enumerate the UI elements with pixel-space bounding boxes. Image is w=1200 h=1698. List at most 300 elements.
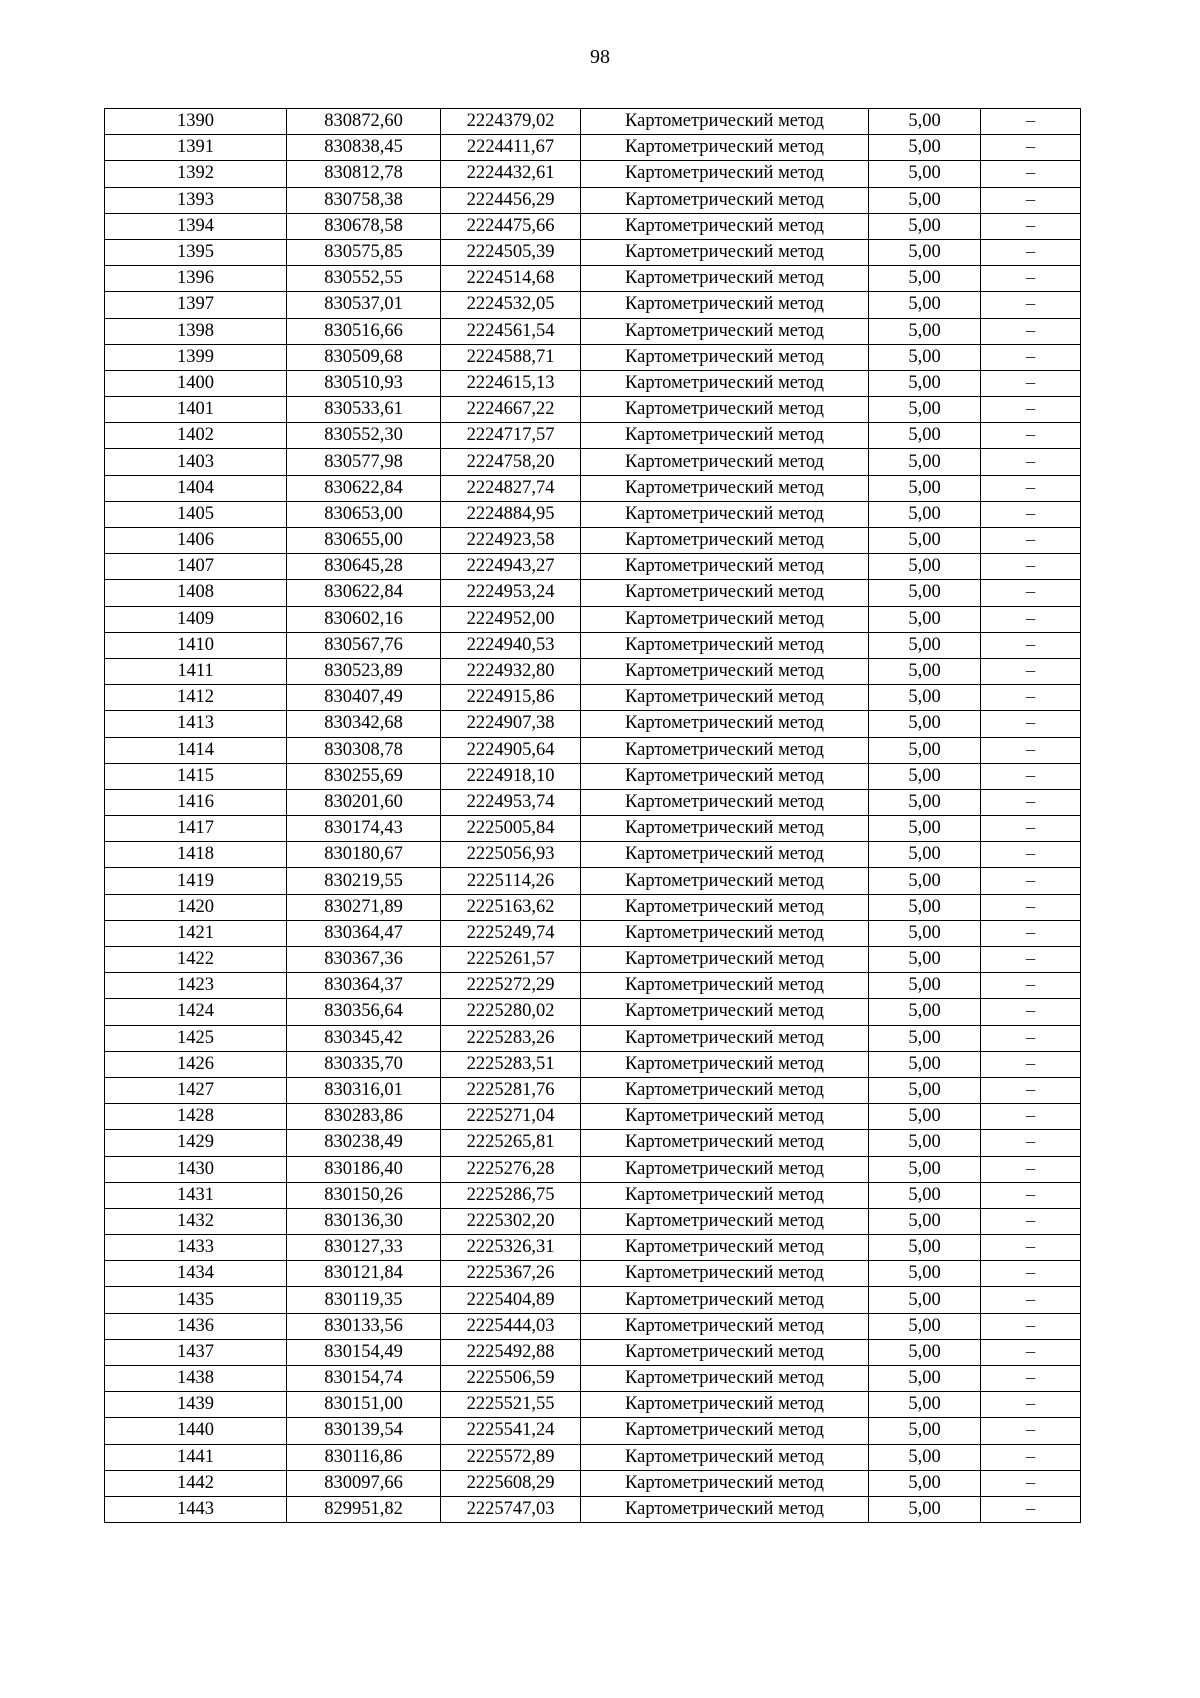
note-cell: – — [981, 658, 1081, 684]
note-cell: – — [981, 1470, 1081, 1496]
table-row — [105, 1156, 1081, 1182]
precision-cell: 5,00 — [869, 763, 981, 789]
precision-cell: 5,00 — [869, 1235, 981, 1261]
point-number-cell: 1420 — [105, 894, 287, 920]
point-number-cell: 1410 — [105, 632, 287, 658]
y-coordinate-cell: 2225272,29 — [441, 973, 581, 999]
point-number-cell: 1403 — [105, 449, 287, 475]
y-coordinate-cell: 2224379,02 — [441, 109, 581, 135]
x-coordinate-cell: 830097,66 — [287, 1470, 441, 1496]
point-number-cell: 1440 — [105, 1418, 287, 1444]
table-row — [105, 1444, 1081, 1470]
note-cell: – — [981, 580, 1081, 606]
x-coordinate-cell: 830151,00 — [287, 1392, 441, 1418]
precision-cell: 5,00 — [869, 632, 981, 658]
x-coordinate-cell: 830645,28 — [287, 554, 441, 580]
x-coordinate-cell: 830509,68 — [287, 344, 441, 370]
table-row — [105, 1182, 1081, 1208]
note-cell: – — [981, 397, 1081, 423]
table-row — [105, 947, 1081, 973]
point-number-cell: 1392 — [105, 161, 287, 187]
table-body — [105, 109, 1081, 1523]
method-cell: Картометрический метод — [581, 737, 869, 763]
point-number-cell: 1435 — [105, 1287, 287, 1313]
method-cell: Картометрический метод — [581, 973, 869, 999]
method-cell: Картометрический метод — [581, 632, 869, 658]
x-coordinate-cell: 830133,56 — [287, 1313, 441, 1339]
note-cell: – — [981, 1287, 1081, 1313]
method-cell: Картометрический метод — [581, 187, 869, 213]
method-cell: Картометрический метод — [581, 606, 869, 632]
method-cell: Картометрический метод — [581, 685, 869, 711]
method-cell: Картометрический метод — [581, 1051, 869, 1077]
note-cell: – — [981, 1051, 1081, 1077]
point-number-cell: 1434 — [105, 1261, 287, 1287]
method-cell: Картометрический метод — [581, 816, 869, 842]
point-number-cell: 1423 — [105, 973, 287, 999]
method-cell: Картометрический метод — [581, 1156, 869, 1182]
point-number-cell: 1428 — [105, 1104, 287, 1130]
point-number-cell: 1398 — [105, 318, 287, 344]
x-coordinate-cell: 830602,16 — [287, 606, 441, 632]
precision-cell: 5,00 — [869, 1444, 981, 1470]
precision-cell: 5,00 — [869, 109, 981, 135]
y-coordinate-cell: 2225056,93 — [441, 842, 581, 868]
note-cell: – — [981, 920, 1081, 946]
method-cell: Картометрический метод — [581, 239, 869, 265]
note-cell: – — [981, 1261, 1081, 1287]
x-coordinate-cell: 830552,30 — [287, 423, 441, 449]
note-cell: – — [981, 528, 1081, 554]
table-row — [105, 1208, 1081, 1234]
point-number-cell: 1412 — [105, 685, 287, 711]
table-row — [105, 213, 1081, 239]
x-coordinate-cell: 830139,54 — [287, 1418, 441, 1444]
point-number-cell: 1419 — [105, 868, 287, 894]
note-cell: – — [981, 1418, 1081, 1444]
x-coordinate-cell: 830655,00 — [287, 528, 441, 554]
note-cell: – — [981, 1235, 1081, 1261]
precision-cell: 5,00 — [869, 449, 981, 475]
note-cell: – — [981, 213, 1081, 239]
note-cell: – — [981, 423, 1081, 449]
method-cell: Картометрический метод — [581, 1077, 869, 1103]
table-row — [105, 318, 1081, 344]
note-cell: – — [981, 685, 1081, 711]
method-cell: Картометрический метод — [581, 161, 869, 187]
x-coordinate-cell: 830308,78 — [287, 737, 441, 763]
point-number-cell: 1399 — [105, 344, 287, 370]
point-number-cell: 1431 — [105, 1182, 287, 1208]
method-cell: Картометрический метод — [581, 1208, 869, 1234]
y-coordinate-cell: 2224561,54 — [441, 318, 581, 344]
precision-cell: 5,00 — [869, 1339, 981, 1365]
method-cell: Картометрический метод — [581, 1470, 869, 1496]
note-cell: – — [981, 135, 1081, 161]
x-coordinate-cell: 830271,89 — [287, 894, 441, 920]
x-coordinate-cell: 830180,67 — [287, 842, 441, 868]
precision-cell: 5,00 — [869, 842, 981, 868]
y-coordinate-cell: 2224943,27 — [441, 554, 581, 580]
method-cell: Картометрический метод — [581, 1339, 869, 1365]
table-row — [105, 135, 1081, 161]
table-row — [105, 475, 1081, 501]
method-cell: Картометрический метод — [581, 135, 869, 161]
note-cell: – — [981, 1077, 1081, 1103]
y-coordinate-cell: 2224667,22 — [441, 397, 581, 423]
precision-cell: 5,00 — [869, 370, 981, 396]
y-coordinate-cell: 2224923,58 — [441, 528, 581, 554]
method-cell: Картометрический метод — [581, 1235, 869, 1261]
y-coordinate-cell: 2225572,89 — [441, 1444, 581, 1470]
table-row — [105, 763, 1081, 789]
point-number-cell: 1396 — [105, 266, 287, 292]
note-cell: – — [981, 292, 1081, 318]
precision-cell: 5,00 — [869, 266, 981, 292]
point-number-cell: 1415 — [105, 763, 287, 789]
table-row — [105, 1339, 1081, 1365]
method-cell: Картометрический метод — [581, 1313, 869, 1339]
note-cell: – — [981, 475, 1081, 501]
point-number-cell: 1402 — [105, 423, 287, 449]
point-number-cell: 1406 — [105, 528, 287, 554]
method-cell: Картометрический метод — [581, 318, 869, 344]
point-number-cell: 1413 — [105, 711, 287, 737]
note-cell: – — [981, 1313, 1081, 1339]
x-coordinate-cell: 830335,70 — [287, 1051, 441, 1077]
x-coordinate-cell: 830653,00 — [287, 501, 441, 527]
y-coordinate-cell: 2224532,05 — [441, 292, 581, 318]
table-row — [105, 1025, 1081, 1051]
precision-cell: 5,00 — [869, 161, 981, 187]
x-coordinate-cell: 830345,42 — [287, 1025, 441, 1051]
point-number-cell: 1432 — [105, 1208, 287, 1234]
precision-cell: 5,00 — [869, 1313, 981, 1339]
note-cell: – — [981, 868, 1081, 894]
precision-cell: 5,00 — [869, 947, 981, 973]
precision-cell: 5,00 — [869, 1208, 981, 1234]
y-coordinate-cell: 2224952,00 — [441, 606, 581, 632]
y-coordinate-cell: 2225608,29 — [441, 1470, 581, 1496]
y-coordinate-cell: 2225163,62 — [441, 894, 581, 920]
precision-cell: 5,00 — [869, 318, 981, 344]
point-number-cell: 1442 — [105, 1470, 287, 1496]
note-cell: – — [981, 554, 1081, 580]
precision-cell: 5,00 — [869, 1077, 981, 1103]
point-number-cell: 1443 — [105, 1496, 287, 1522]
table-row — [105, 397, 1081, 423]
note-cell: – — [981, 449, 1081, 475]
table-row — [105, 685, 1081, 711]
y-coordinate-cell: 2225265,81 — [441, 1130, 581, 1156]
method-cell: Картометрический метод — [581, 1104, 869, 1130]
x-coordinate-cell: 829951,82 — [287, 1496, 441, 1522]
table-row — [105, 999, 1081, 1025]
precision-cell: 5,00 — [869, 1051, 981, 1077]
x-coordinate-cell: 830364,47 — [287, 920, 441, 946]
precision-cell: 5,00 — [869, 1182, 981, 1208]
x-coordinate-cell: 830356,64 — [287, 999, 441, 1025]
y-coordinate-cell: 2225286,75 — [441, 1182, 581, 1208]
precision-cell: 5,00 — [869, 423, 981, 449]
precision-cell: 5,00 — [869, 1496, 981, 1522]
table-row — [105, 266, 1081, 292]
point-number-cell: 1395 — [105, 239, 287, 265]
method-cell: Картометрический метод — [581, 1392, 869, 1418]
y-coordinate-cell: 2225541,24 — [441, 1418, 581, 1444]
x-coordinate-cell: 830872,60 — [287, 109, 441, 135]
method-cell: Картометрический метод — [581, 1130, 869, 1156]
point-number-cell: 1441 — [105, 1444, 287, 1470]
precision-cell: 5,00 — [869, 475, 981, 501]
table-row — [105, 528, 1081, 554]
x-coordinate-cell: 830121,84 — [287, 1261, 441, 1287]
method-cell: Картометрический метод — [581, 528, 869, 554]
point-number-cell: 1422 — [105, 947, 287, 973]
x-coordinate-cell: 830136,30 — [287, 1208, 441, 1234]
x-coordinate-cell: 830678,58 — [287, 213, 441, 239]
note-cell: – — [981, 1182, 1081, 1208]
x-coordinate-cell: 830533,61 — [287, 397, 441, 423]
point-number-cell: 1438 — [105, 1366, 287, 1392]
x-coordinate-cell: 830407,49 — [287, 685, 441, 711]
note-cell: – — [981, 370, 1081, 396]
precision-cell: 5,00 — [869, 580, 981, 606]
method-cell: Картометрический метод — [581, 109, 869, 135]
precision-cell: 5,00 — [869, 816, 981, 842]
method-cell: Картометрический метод — [581, 423, 869, 449]
table-row — [105, 1235, 1081, 1261]
precision-cell: 5,00 — [869, 135, 981, 161]
point-number-cell: 1437 — [105, 1339, 287, 1365]
point-number-cell: 1408 — [105, 580, 287, 606]
x-coordinate-cell: 830238,49 — [287, 1130, 441, 1156]
note-cell: – — [981, 239, 1081, 265]
method-cell: Картометрический метод — [581, 580, 869, 606]
note-cell: – — [981, 266, 1081, 292]
x-coordinate-cell: 830316,01 — [287, 1077, 441, 1103]
y-coordinate-cell: 2224905,64 — [441, 737, 581, 763]
precision-cell: 5,00 — [869, 711, 981, 737]
point-number-cell: 1401 — [105, 397, 287, 423]
x-coordinate-cell: 830552,55 — [287, 266, 441, 292]
note-cell: – — [981, 1444, 1081, 1470]
y-coordinate-cell: 2225326,31 — [441, 1235, 581, 1261]
point-number-cell: 1391 — [105, 135, 287, 161]
note-cell: – — [981, 789, 1081, 815]
point-number-cell: 1426 — [105, 1051, 287, 1077]
note-cell: – — [981, 318, 1081, 344]
table-row — [105, 1287, 1081, 1313]
point-number-cell: 1425 — [105, 1025, 287, 1051]
y-coordinate-cell: 2225283,51 — [441, 1051, 581, 1077]
x-coordinate-cell: 830219,55 — [287, 868, 441, 894]
precision-cell: 5,00 — [869, 1392, 981, 1418]
note-cell: – — [981, 632, 1081, 658]
note-cell: – — [981, 109, 1081, 135]
method-cell: Картометрический метод — [581, 763, 869, 789]
note-cell: – — [981, 763, 1081, 789]
table-row — [105, 842, 1081, 868]
precision-cell: 5,00 — [869, 397, 981, 423]
precision-cell: 5,00 — [869, 920, 981, 946]
precision-cell: 5,00 — [869, 1366, 981, 1392]
note-cell: – — [981, 1366, 1081, 1392]
y-coordinate-cell: 2224432,61 — [441, 161, 581, 187]
table-row — [105, 161, 1081, 187]
point-number-cell: 1439 — [105, 1392, 287, 1418]
x-coordinate-cell: 830119,35 — [287, 1287, 441, 1313]
point-number-cell: 1433 — [105, 1235, 287, 1261]
y-coordinate-cell: 2224827,74 — [441, 475, 581, 501]
y-coordinate-cell: 2224588,71 — [441, 344, 581, 370]
x-coordinate-cell: 830116,86 — [287, 1444, 441, 1470]
y-coordinate-cell: 2224953,24 — [441, 580, 581, 606]
method-cell: Картометрический метод — [581, 370, 869, 396]
precision-cell: 5,00 — [869, 973, 981, 999]
method-cell: Картометрический метод — [581, 842, 869, 868]
method-cell: Картометрический метод — [581, 1496, 869, 1522]
precision-cell: 5,00 — [869, 789, 981, 815]
table-row — [105, 580, 1081, 606]
point-number-cell: 1436 — [105, 1313, 287, 1339]
x-coordinate-cell: 830758,38 — [287, 187, 441, 213]
table-row — [105, 606, 1081, 632]
note-cell: – — [981, 947, 1081, 973]
x-coordinate-cell: 830186,40 — [287, 1156, 441, 1182]
note-cell: – — [981, 711, 1081, 737]
table-row — [105, 554, 1081, 580]
precision-cell: 5,00 — [869, 1418, 981, 1444]
table-row — [105, 1104, 1081, 1130]
x-coordinate-cell: 830364,37 — [287, 973, 441, 999]
precision-cell: 5,00 — [869, 239, 981, 265]
method-cell: Картометрический метод — [581, 292, 869, 318]
precision-cell: 5,00 — [869, 658, 981, 684]
table-row — [105, 1130, 1081, 1156]
precision-cell: 5,00 — [869, 187, 981, 213]
y-coordinate-cell: 2225281,76 — [441, 1077, 581, 1103]
precision-cell: 5,00 — [869, 606, 981, 632]
x-coordinate-cell: 830342,68 — [287, 711, 441, 737]
method-cell: Картометрический метод — [581, 868, 869, 894]
point-number-cell: 1404 — [105, 475, 287, 501]
table-row — [105, 1051, 1081, 1077]
y-coordinate-cell: 2224884,95 — [441, 501, 581, 527]
table-row — [105, 868, 1081, 894]
method-cell: Картометрический метод — [581, 1025, 869, 1051]
y-coordinate-cell: 2225747,03 — [441, 1496, 581, 1522]
point-number-cell: 1429 — [105, 1130, 287, 1156]
precision-cell: 5,00 — [869, 1156, 981, 1182]
y-coordinate-cell: 2224758,20 — [441, 449, 581, 475]
method-cell: Картометрический метод — [581, 554, 869, 580]
table-row — [105, 920, 1081, 946]
table-row — [105, 501, 1081, 527]
table-row — [105, 423, 1081, 449]
x-coordinate-cell: 830516,66 — [287, 318, 441, 344]
point-number-cell: 1424 — [105, 999, 287, 1025]
y-coordinate-cell: 2224514,68 — [441, 266, 581, 292]
point-number-cell: 1418 — [105, 842, 287, 868]
table-row — [105, 344, 1081, 370]
method-cell: Картометрический метод — [581, 711, 869, 737]
method-cell: Картометрический метод — [581, 658, 869, 684]
precision-cell: 5,00 — [869, 292, 981, 318]
y-coordinate-cell: 2225302,20 — [441, 1208, 581, 1234]
x-coordinate-cell: 830577,98 — [287, 449, 441, 475]
y-coordinate-cell: 2224615,13 — [441, 370, 581, 396]
method-cell: Картометрический метод — [581, 1366, 869, 1392]
precision-cell: 5,00 — [869, 1025, 981, 1051]
note-cell: – — [981, 816, 1081, 842]
point-number-cell: 1416 — [105, 789, 287, 815]
precision-cell: 5,00 — [869, 1130, 981, 1156]
table-row — [105, 1392, 1081, 1418]
note-cell: – — [981, 999, 1081, 1025]
y-coordinate-cell: 2225271,04 — [441, 1104, 581, 1130]
table-row — [105, 449, 1081, 475]
table-row — [105, 737, 1081, 763]
x-coordinate-cell: 830537,01 — [287, 292, 441, 318]
note-cell: – — [981, 1130, 1081, 1156]
x-coordinate-cell: 830575,85 — [287, 239, 441, 265]
y-coordinate-cell: 2224411,67 — [441, 135, 581, 161]
note-cell: – — [981, 187, 1081, 213]
x-coordinate-cell: 830283,86 — [287, 1104, 441, 1130]
point-number-cell: 1400 — [105, 370, 287, 396]
y-coordinate-cell: 2225506,59 — [441, 1366, 581, 1392]
y-coordinate-cell: 2224907,38 — [441, 711, 581, 737]
table-row — [105, 370, 1081, 396]
y-coordinate-cell: 2225005,84 — [441, 816, 581, 842]
point-number-cell: 1390 — [105, 109, 287, 135]
precision-cell: 5,00 — [869, 868, 981, 894]
x-coordinate-cell: 830812,78 — [287, 161, 441, 187]
point-number-cell: 1405 — [105, 501, 287, 527]
x-coordinate-cell: 830255,69 — [287, 763, 441, 789]
note-cell: – — [981, 973, 1081, 999]
table-row — [105, 109, 1081, 135]
table-row — [105, 816, 1081, 842]
page-number: 98 — [590, 46, 610, 68]
x-coordinate-cell: 830150,26 — [287, 1182, 441, 1208]
y-coordinate-cell: 2224932,80 — [441, 658, 581, 684]
method-cell: Картометрический метод — [581, 397, 869, 423]
table-row — [105, 973, 1081, 999]
coordinates-table — [104, 108, 1081, 1523]
method-cell: Картометрический метод — [581, 449, 869, 475]
y-coordinate-cell: 2224717,57 — [441, 423, 581, 449]
precision-cell: 5,00 — [869, 344, 981, 370]
note-cell: – — [981, 1156, 1081, 1182]
note-cell: – — [981, 501, 1081, 527]
precision-cell: 5,00 — [869, 1287, 981, 1313]
precision-cell: 5,00 — [869, 1470, 981, 1496]
y-coordinate-cell: 2225492,88 — [441, 1339, 581, 1365]
method-cell: Картометрический метод — [581, 1261, 869, 1287]
method-cell: Картометрический метод — [581, 213, 869, 239]
precision-cell: 5,00 — [869, 528, 981, 554]
note-cell: – — [981, 1025, 1081, 1051]
table-row — [105, 632, 1081, 658]
note-cell: – — [981, 842, 1081, 868]
method-cell: Картометрический метод — [581, 789, 869, 815]
point-number-cell: 1411 — [105, 658, 287, 684]
note-cell: – — [981, 606, 1081, 632]
point-number-cell: 1397 — [105, 292, 287, 318]
point-number-cell: 1409 — [105, 606, 287, 632]
